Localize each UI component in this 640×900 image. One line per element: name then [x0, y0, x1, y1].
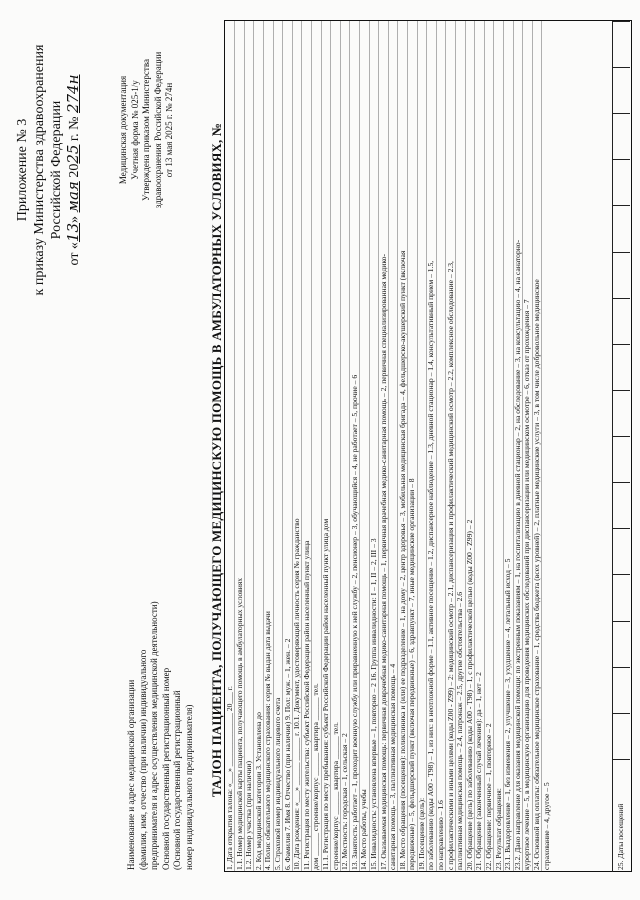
form-row: 17. Оказываемая медицинская помощь: первичная доврачебная медико-санитарная помощь – 1, первичная врачебная медико-санитарная помощь – 2, первичная специализированная медико- [378, 254, 388, 870]
form-row: 15. Инвалидность: установлена впервые – 1, повторно – 2 16. Группа инвалидности: I – 1, II – 2, III – 3 [368, 538, 378, 870]
row-divider [474, 21, 475, 872]
visit-date-cell-border [612, 621, 630, 622]
last-row-divider [612, 21, 613, 872]
row-divider [541, 21, 542, 872]
document-title: ТАЛОН ПАЦИЕНТА, ПОЛУЧАЮЩЕГО МЕДИЦИНСКУЮ ПОМОЩЬ В АМБУЛАТОРНЫХ УСЛОВИЯХ, № [209, 122, 224, 798]
visit-date-cell-border [612, 528, 630, 529]
visit-date-cell-border [612, 252, 630, 253]
row-divider [292, 21, 293, 872]
form-row: 10. Дата рождения: «___» ______ ______ г. 10.1. Документ, удостоверяющий личность серия № гражданство [292, 518, 302, 870]
form-row: 23. Результат обращения: [493, 788, 503, 870]
form-row: с профилактическими и иными целями (коды Z00 - Z99) – 2: медицинский осмотр – 2.1, диспансеризация и профилактический медицинский осмотр – 2.2, комплексное обследование – 2.3, [445, 261, 455, 870]
visit-date-cell-border [612, 206, 630, 207]
form-row: 14. Место работы, учебы [359, 789, 369, 870]
visit-date-cell-border [612, 344, 630, 345]
visit-date-cell-border [612, 113, 630, 114]
row-divider [445, 21, 446, 872]
row-divider [330, 21, 331, 872]
form-row: строение/корпус ______ квартира ______ тел. [330, 722, 340, 870]
visit-date-cell-border [612, 390, 630, 391]
form-row: 1. Дата открытия талона: «___» ______________ 20___ г. [225, 686, 234, 870]
visit-date-cell-border [612, 67, 630, 68]
row-divider [455, 21, 456, 872]
form-row: передвижные) – 5, фельдшерский пункт (включая передвижные) – 6, здравпункт – 7, иные медицинские организации – 8 [407, 478, 417, 870]
row-divider [397, 21, 398, 872]
row-divider [273, 21, 274, 872]
annex-header [14, 20, 83, 320]
row-divider [369, 21, 370, 872]
annex-date-line: от «13» мая 2025 г. № 274н [64, 74, 82, 266]
row-divider [234, 21, 235, 872]
form-row: санитарная помощь – 3, паллиативная медицинская помощь – 4 [388, 663, 398, 870]
row-divider [253, 21, 254, 872]
visit-date-cell-border [612, 759, 630, 760]
form-row: 18. Место обращения (посещения): поликлиника и (или) ее подразделение – 1, на дому – 2, центр здоровья – 3, мобильная медицинская бригада – 4, фельдшерско-акушерский пункт (включая [397, 250, 407, 870]
visit-date-cell-border [612, 159, 630, 160]
visit-dates-label: 25. Даты посещений [616, 803, 625, 870]
form-row: 23.2. Дано направление для оказания медицинской помощи: по экстренным показаниям – 1, на госпитализацию в дневной стационар – 2, на обследование – 3, на консультацию – 4, на санаторно- [512, 239, 522, 870]
row-divider [321, 21, 322, 872]
row-divider [465, 21, 466, 872]
visit-date-cell-border [612, 298, 630, 299]
row-divider [503, 21, 504, 872]
visit-date-cell-border [612, 575, 630, 576]
row-divider [426, 21, 427, 872]
form-approval-block: Медицинская документация Учетная форма № 025-1/у Утверждена приказом Министерства здравоохранения Российской Федерации от 13 мая 2025 г. № 274н [118, 51, 174, 209]
form-row: 11. Регистрация по месту жительства: субъект Российской Федерации район населенный пункт улица [301, 540, 311, 870]
visit-date-cell-border [612, 713, 630, 714]
row-divider [340, 21, 341, 872]
annex-order-number: 274н [64, 74, 82, 114]
annex-day: 13 [64, 222, 82, 243]
row-divider [244, 21, 245, 872]
form-row: дом ______ строение/корпус ______ квартира ______ тел. [311, 683, 321, 870]
form-row: 12. Местность: городская – 1, сельская – 2 [340, 733, 350, 870]
visit-date-cell-border [612, 21, 630, 22]
annex-year: 25 [64, 144, 82, 164]
row-divider [359, 21, 360, 872]
form-row: 1.2. Номер участка (при наличии) [244, 761, 254, 870]
form-row: 19. Посещение (цель): [416, 797, 426, 870]
annex-month: мая [64, 181, 82, 213]
form-row: 1.1. Номер медицинской карты пациента, получающего помощь в амбулаторных условиях [234, 577, 244, 870]
form-row: страхование – 4, другое – 5 [541, 782, 551, 870]
row-divider [349, 21, 350, 872]
visit-date-cell-border [612, 667, 630, 668]
visit-date-cell-border [612, 482, 630, 483]
row-divider [378, 21, 379, 872]
form-row: 11.1. Регистрация по месту пребывания: субъект Российской Федерации район населенный пункт улица дом [320, 518, 330, 870]
annex-country: Российской Федерации [49, 100, 64, 240]
row-divider [522, 21, 523, 872]
form-row: 5. Страховой номер индивидуального лицевого счета [272, 697, 282, 870]
form-row: 23.1. Выздоровление – 1, без изменения – 2, улучшение – 3, ухудшение – 4, летальный исход – 5 [503, 558, 513, 870]
form-row: паллиативная медицинская помощь – 2.4, патронаж – 2.5, другие обстоятельства – 2.6 [455, 591, 465, 870]
row-divider [311, 21, 312, 872]
visit-date-cell-border [612, 436, 630, 437]
form-row: 6. Фамилия 7. Имя 8. Отчество (при наличии) 9. Пол: муж. – 1, жен. – 2 [282, 638, 292, 870]
form-row: 20. Обращение (цель) по заболеванию (коды А00 - Т98) – 1, с профилактической целью (коды Z00 - Z99) – 2 [464, 519, 474, 870]
form-row: 13. Занятость: работает – 1, проходит военную службу или приравненную к ней службу – 2, пенсионер – 3, обучающийся – 4, не работает – 5, прочие – 6 [349, 374, 359, 870]
row-divider [388, 21, 389, 872]
annex-number: Приложение № 3 [15, 118, 30, 222]
row-divider [417, 21, 418, 872]
form-row: 2. Код медицинской категории 3. Установлена до [253, 712, 263, 870]
row-divider [493, 21, 494, 872]
form-row: по заболеванию (коды А00 - Т98) – 1, из них: в неотложной форме – 1.1, активное посещение – 1.2, диспансерное наблюдение – 1.3, дневной стационар – 1.4, консультативный прием – 1.5, [426, 260, 436, 870]
form-row: курортное лечение – 5, в медицинскую организацию для проведения медицинских обследований при диспансеризации или медицинском осмотре – 6, отказ от прохождения – 7 [522, 299, 532, 870]
row-divider [532, 21, 533, 872]
form-row: 22. Обращение: первичное – 1, повторное – 2 [484, 723, 494, 870]
row-divider [513, 21, 514, 872]
row-divider [301, 21, 302, 872]
organization-info: Наименование и адрес медицинской организации (фамилия, имя, отчество (при наличии) индивидуального предпринимателя и адрес осуществления медицинской деятельности) Основной государственный регистрационный номер (Основной государственный регистрационный номер индивидуального предпринимателя) [126, 601, 194, 870]
row-divider [263, 21, 264, 872]
form-row: 4. Полис обязательного медицинского страхования: серия № выдан дата выдачи [263, 611, 273, 870]
annex-order: к приказу Министерства здравоохранения [32, 44, 47, 296]
row-divider [484, 21, 485, 872]
form-row: 24. Основной вид оплаты: обязательное медицинское страхование – 1, средства бюджета (всех уровней) – 2, платные медицинские услуги – 3, в том числе добровольное медицинское [532, 279, 541, 870]
row-divider [436, 21, 437, 872]
form-row: 21. Обращение (законченный случай лечения): да – 1, нет – 2 [474, 672, 484, 870]
row-divider [407, 21, 408, 872]
form-row: по направлению – 1.6 [436, 800, 446, 870]
row-divider [282, 21, 283, 872]
